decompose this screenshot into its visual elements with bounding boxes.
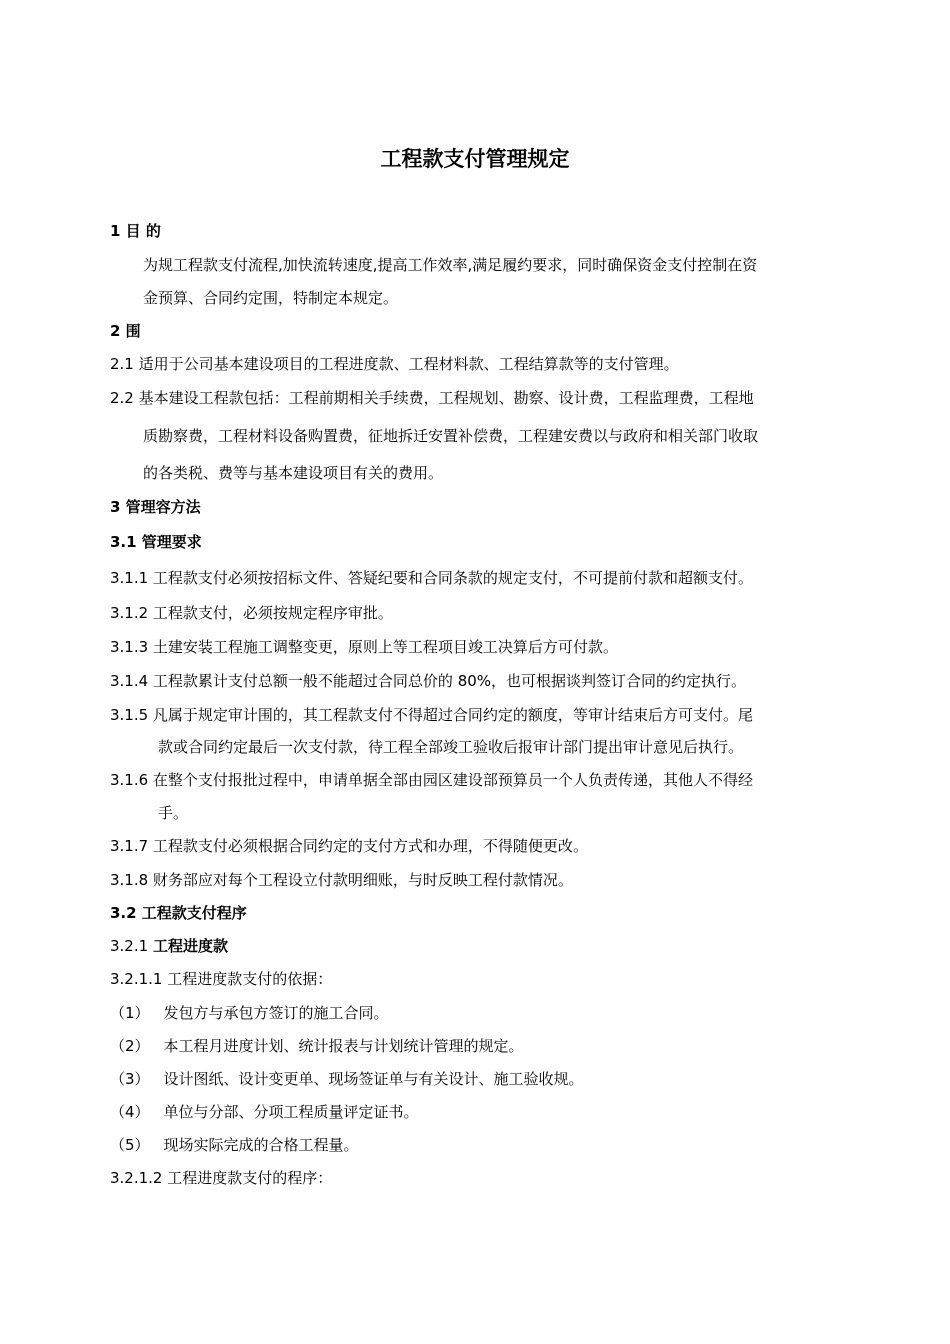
list-item bbox=[110, 1036, 524, 1056]
paragraph-line: 3.1.1 工程款支付必须按招标文件、答疑纪要和合同条款的规定支付，不可提前付款和超额支付。 bbox=[110, 569, 753, 587]
paragraph-line: 质勘察费，工程材料设备购置费，征地拆迁安置补偿费，工程建安费以与政府和相关部门收取 bbox=[143, 427, 759, 445]
paragraph-line: 手。 bbox=[158, 804, 189, 822]
paragraph-line: 2.2 基本建设工程款包括：工程前期相关手续费，工程规划、勘察、设计费，工程监理费，工程地 bbox=[110, 389, 754, 407]
section-2-heading: 2 围 bbox=[110, 322, 141, 340]
list-item bbox=[110, 1003, 389, 1023]
section-1-heading: 1 目 的 bbox=[110, 222, 161, 240]
list-item bbox=[110, 1069, 584, 1089]
list-number: （2） bbox=[110, 1037, 150, 1055]
paragraph-line: 3.1.5 凡属于规定审计围的，其工程款支付不得超过合同约定的额度，等审计结束后方可支付。尾 bbox=[110, 706, 753, 724]
list-number: （1） bbox=[110, 1004, 150, 1022]
heading-number: 3.2.1 bbox=[110, 937, 153, 955]
list-text: 本工程月进度计划、统计报表与计划统计管理的规定。 bbox=[163, 1037, 524, 1055]
paragraph-line: 3.1.7 工程款支付必须根据合同约定的支付方式和办理，不得随便更改。 bbox=[110, 837, 588, 855]
paragraph-line: 的各类税、费等与基本建设项目有关的费用。 bbox=[143, 464, 444, 482]
list-number: （5） bbox=[110, 1136, 150, 1154]
list-text: 发包方与承包方签订的施工合同。 bbox=[163, 1004, 389, 1022]
list-item bbox=[110, 1135, 359, 1155]
section-3-2-heading: 3.2 工程款支付程序 bbox=[110, 904, 247, 922]
paragraph-line: 3.1.6 在整个支付报批过程中，申请单据全部由园区建设部预算员一个人负责传递，其他人不得经 bbox=[110, 771, 753, 789]
paragraph-line: 款或合同约定最后一次支付款，待工程全部竣工验收后报审计部门提出审计意见后执行。 bbox=[158, 738, 744, 756]
list-item bbox=[110, 1102, 419, 1122]
section-3-2-1-heading bbox=[110, 936, 228, 956]
list-number: （4） bbox=[110, 1103, 150, 1121]
paragraph-line: 2.1 适用于公司基本建设项目的工程进度款、工程材料款、工程结算款等的支付管理。 bbox=[110, 355, 679, 373]
paragraph-line: 为规工程款支付流程,加快流转速度,提高工作效率,满足履约要求，同时确保资金支付控制在资 bbox=[143, 256, 758, 274]
list-text: 现场实际完成的合格工程量。 bbox=[163, 1136, 359, 1154]
list-text: 设计图纸、设计变更单、现场签证单与有关设计、施工验收规。 bbox=[163, 1070, 584, 1088]
paragraph-line: 3.2.1.1 工程进度款支付的依据： bbox=[110, 970, 333, 988]
paragraph-line: 3.1.3 土建安装工程施工调整变更，原则上等工程项目竣工决算后方可付款。 bbox=[110, 638, 618, 656]
paragraph-line: 3.1.8 财务部应对每个工程设立付款明细账，与时反映工程付款情况。 bbox=[110, 871, 573, 889]
list-text: 单位与分部、分项工程质量评定证书。 bbox=[163, 1103, 419, 1121]
paragraph-line: 3.1.2 工程款支付，必须按规定程序审批。 bbox=[110, 604, 393, 622]
document-title: 工程款支付管理规定 bbox=[380, 147, 570, 171]
paragraph-line: 3.2.1.2 工程进度款支付的程序： bbox=[110, 1169, 333, 1187]
section-3-heading: 3 管理容方法 bbox=[110, 498, 201, 516]
section-3-1-heading: 3.1 管理要求 bbox=[110, 533, 202, 551]
heading-text: 工程进度款 bbox=[152, 937, 228, 955]
list-number: （3） bbox=[110, 1070, 150, 1088]
paragraph-line: 金预算、合同约定围，特制定本规定。 bbox=[143, 289, 399, 307]
paragraph-line: 3.1.4 工程款累计支付总额一般不能超过合同总价的 80%，也可根据谈判签订合同的约定执行。 bbox=[110, 672, 747, 690]
